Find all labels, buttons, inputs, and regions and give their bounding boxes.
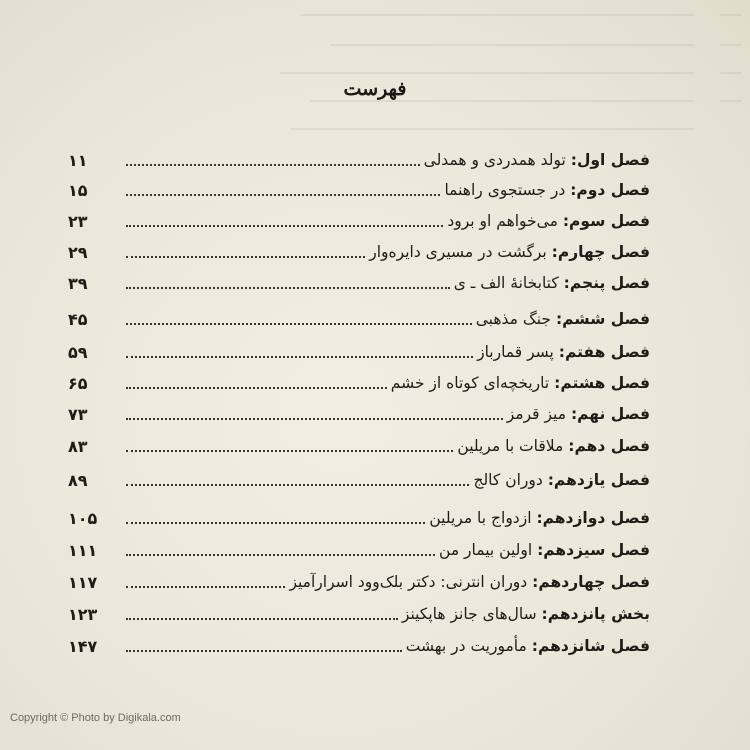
- toc-row: [68, 431, 650, 461]
- dot-leader: [126, 470, 469, 486]
- toc-page-number: ۶۵: [68, 373, 88, 393]
- toc-entry: [447, 212, 650, 230]
- toc-row: [68, 368, 650, 398]
- toc-row: [68, 503, 650, 533]
- toc-page-number: ۱۰۵: [68, 508, 98, 528]
- toc-page-number: ۱۱۱: [68, 540, 98, 560]
- toc-entry: [473, 471, 650, 489]
- toc-entry: [476, 310, 650, 328]
- toc-entry: [424, 151, 650, 169]
- toc-chapter-title: پسر قمارباز: [477, 343, 554, 361]
- toc-row: [68, 599, 650, 629]
- dot-leader: [126, 604, 398, 620]
- toc-page-number: ۷۳: [68, 404, 88, 424]
- toc-chapter-label: فصل پنجم:: [563, 274, 650, 292]
- dot-leader: [126, 540, 435, 556]
- toc-chapter-label: فصل دهم:: [568, 437, 650, 455]
- toc-chapter-title: دوران کالج: [473, 471, 543, 489]
- toc-row: [68, 399, 650, 429]
- toc-entry: [402, 605, 650, 623]
- toc-entry: [477, 343, 650, 361]
- toc-chapter-label: فصل هفتم:: [558, 343, 650, 361]
- toc-row: [68, 567, 650, 597]
- dot-leader: [126, 273, 450, 289]
- toc-entry: [369, 243, 650, 261]
- toc-chapter-label: بخش پانزدهم:: [541, 605, 650, 623]
- toc-page-number: ۸۳: [68, 436, 88, 456]
- toc-row: [68, 535, 650, 565]
- toc-entry: [439, 541, 650, 559]
- toc-chapter-title: برگشت در مسیری دایره‌وار: [369, 243, 547, 261]
- toc-chapter-label: فصل یازدهم:: [547, 471, 650, 489]
- dot-leader: [126, 404, 503, 420]
- toc-chapter-title: ملاقات با مریلین: [457, 437, 564, 455]
- toc-row: [68, 206, 650, 236]
- toc-chapter-title: میز قرمز: [506, 405, 566, 423]
- page-title: فهرست: [343, 78, 407, 100]
- toc-page-number: ۱۲۳: [68, 604, 98, 624]
- toc-entry: [429, 509, 650, 527]
- dot-leader: [126, 572, 285, 588]
- toc-entry: [454, 274, 650, 292]
- toc-entry: [507, 405, 650, 423]
- toc-chapter-label: فصل شانزدهم:: [531, 637, 650, 655]
- dot-leader: [126, 309, 472, 325]
- dot-leader: [126, 242, 365, 258]
- dot-leader: [126, 150, 420, 166]
- toc-row: [68, 337, 650, 367]
- toc-chapter-label: فصل ششم:: [555, 310, 650, 328]
- toc-page-number: ۲۳: [68, 211, 88, 231]
- toc-chapter-title: جنگ مذهبی: [475, 310, 552, 328]
- toc-row: [68, 304, 650, 334]
- toc-page-number: ۸۹: [68, 470, 88, 490]
- toc-page-number: ۵۹: [68, 342, 88, 362]
- toc-entry: [391, 374, 650, 392]
- dot-leader: [126, 636, 402, 652]
- toc-chapter-title: اولین بیمار من: [439, 541, 533, 559]
- toc-row: [68, 237, 650, 267]
- toc-row: [68, 268, 650, 298]
- toc-row: [68, 631, 650, 661]
- toc-entry: [289, 573, 650, 591]
- toc-entry: [444, 181, 650, 199]
- toc-page-number: ۱۴۷: [68, 636, 98, 656]
- dot-leader: [126, 211, 443, 227]
- dot-leader: [126, 342, 473, 358]
- toc-chapter-label: فصل دوازدهم:: [536, 509, 650, 527]
- toc-row: [68, 465, 650, 495]
- toc-chapter-label: فصل چهاردهم:: [532, 573, 650, 591]
- dot-leader: [126, 436, 453, 452]
- toc-chapter-title: در جستجوی راهنما: [444, 181, 566, 199]
- toc-chapter-label: فصل سوم:: [562, 212, 650, 230]
- toc-entry: [406, 637, 650, 655]
- toc-row: [68, 175, 650, 205]
- toc-chapter-title: سال‌های جانز هاپکینز: [401, 605, 537, 623]
- toc-chapter-title: تاریخچه‌ای کوتاه از خشم: [390, 374, 550, 392]
- toc-page-number: ۱۱: [68, 150, 88, 170]
- toc-row: [68, 145, 650, 175]
- dot-leader: [126, 508, 425, 524]
- dot-leader: [126, 373, 387, 389]
- toc-chapter-title: تولد همدردی و همدلی: [423, 151, 566, 169]
- toc-chapter-title: مأموریت در بهشت: [405, 637, 527, 655]
- toc-chapter-label: فصل نهم:: [570, 405, 650, 423]
- toc-chapter-title: ازدواج با مریلین: [429, 509, 532, 527]
- toc-chapter-label: فصل سیزدهم:: [537, 541, 650, 559]
- toc-chapter-label: فصل دوم:: [570, 181, 650, 199]
- show-through-text: [0, 0, 750, 140]
- toc-chapter-title: دوران انترنی: دکتر بلک‌وود اسرارآمیز: [289, 573, 528, 591]
- toc-page-number: ۴۵: [68, 309, 88, 329]
- toc-chapter-label: فصل چهارم:: [551, 243, 650, 261]
- toc-page-number: ۱۱۷: [68, 572, 98, 592]
- toc-chapter-label: فصل هشتم:: [554, 374, 650, 392]
- toc-page-number: ۲۹: [68, 242, 88, 262]
- dot-leader: [126, 180, 440, 196]
- toc-page-number: ۱۵: [68, 180, 88, 200]
- toc-page-number: ۳۹: [68, 273, 88, 293]
- toc-chapter-title: می‌خواهم او برود: [447, 212, 558, 230]
- toc-entry: [457, 437, 650, 455]
- toc-chapter-label: فصل اول:: [570, 151, 650, 169]
- copyright-watermark: Copyright © Photo by Digikala.com: [10, 712, 181, 724]
- toc-chapter-title: کتابخانهٔ الف ـ ی: [453, 274, 559, 292]
